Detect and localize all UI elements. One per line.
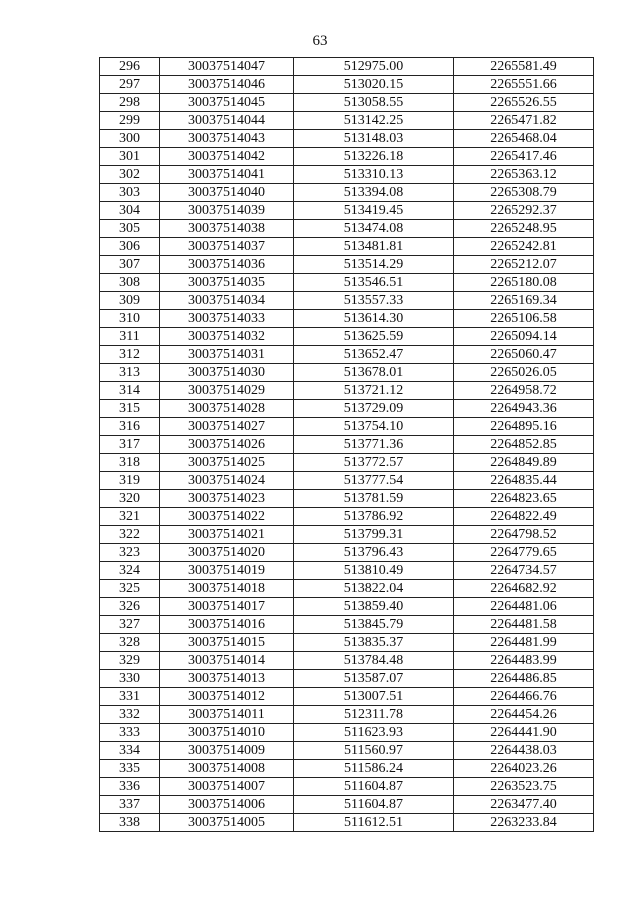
point-number-cell: 328: [100, 634, 160, 652]
x-coordinate-cell: 513020.15: [294, 76, 454, 94]
point-id-cell: 30037514028: [160, 400, 294, 418]
point-id-cell: 30037514008: [160, 760, 294, 778]
x-coordinate-cell: 513419.45: [294, 202, 454, 220]
page-number: 63: [312, 33, 328, 49]
x-coordinate-cell: 513148.03: [294, 130, 454, 148]
point-number-cell: 323: [100, 544, 160, 562]
y-coordinate-cell: 2264481.06: [454, 598, 594, 616]
point-id-cell: 30037514042: [160, 148, 294, 166]
table-row: [100, 454, 594, 472]
table-row: [100, 310, 594, 328]
x-coordinate-cell: 513721.12: [294, 382, 454, 400]
x-coordinate-cell: 513557.33: [294, 292, 454, 310]
y-coordinate-cell: 2264682.92: [454, 580, 594, 598]
point-number-cell: 303: [100, 184, 160, 202]
point-number-cell: 305: [100, 220, 160, 238]
y-coordinate-cell: 2265292.37: [454, 202, 594, 220]
point-number-cell: 301: [100, 148, 160, 166]
point-id-cell: 30037514006: [160, 796, 294, 814]
table-row: [100, 76, 594, 94]
point-number-cell: 332: [100, 706, 160, 724]
table-row: [100, 418, 594, 436]
table-row: [100, 436, 594, 454]
y-coordinate-cell: 2264466.76: [454, 688, 594, 706]
point-id-cell: 30037514032: [160, 328, 294, 346]
x-coordinate-cell: 513142.25: [294, 112, 454, 130]
table-row: [100, 526, 594, 544]
x-coordinate-cell: 513394.08: [294, 184, 454, 202]
y-coordinate-cell: 2264454.26: [454, 706, 594, 724]
x-coordinate-cell: 513587.07: [294, 670, 454, 688]
point-id-cell: 30037514039: [160, 202, 294, 220]
table-row: [100, 274, 594, 292]
coordinates-table: [99, 57, 594, 832]
point-number-cell: 312: [100, 346, 160, 364]
y-coordinate-cell: 2264779.65: [454, 544, 594, 562]
point-id-cell: 30037514038: [160, 220, 294, 238]
point-number-cell: 320: [100, 490, 160, 508]
x-coordinate-cell: 513754.10: [294, 418, 454, 436]
table-row: [100, 166, 594, 184]
point-number-cell: 298: [100, 94, 160, 112]
x-coordinate-cell: 513835.37: [294, 634, 454, 652]
point-number-cell: 334: [100, 742, 160, 760]
table-row: [100, 580, 594, 598]
x-coordinate-cell: 513796.43: [294, 544, 454, 562]
point-number-cell: 306: [100, 238, 160, 256]
y-coordinate-cell: 2263233.84: [454, 814, 594, 832]
x-coordinate-cell: 513772.57: [294, 454, 454, 472]
x-coordinate-cell: 513007.51: [294, 688, 454, 706]
y-coordinate-cell: 2264895.16: [454, 418, 594, 436]
point-id-cell: 30037514047: [160, 58, 294, 76]
x-coordinate-cell: 513784.48: [294, 652, 454, 670]
point-id-cell: 30037514023: [160, 490, 294, 508]
y-coordinate-cell: 2265581.49: [454, 58, 594, 76]
point-id-cell: 30037514010: [160, 724, 294, 742]
y-coordinate-cell: 2265308.79: [454, 184, 594, 202]
point-id-cell: 30037514021: [160, 526, 294, 544]
table-row: [100, 652, 594, 670]
table-row: [100, 400, 594, 418]
point-number-cell: 338: [100, 814, 160, 832]
table-row: [100, 760, 594, 778]
x-coordinate-cell: 513625.59: [294, 328, 454, 346]
table-row: [100, 544, 594, 562]
point-id-cell: 30037514013: [160, 670, 294, 688]
y-coordinate-cell: 2264849.89: [454, 454, 594, 472]
x-coordinate-cell: 513786.92: [294, 508, 454, 526]
x-coordinate-cell: 513058.55: [294, 94, 454, 112]
y-coordinate-cell: 2265417.46: [454, 148, 594, 166]
y-coordinate-cell: 2264023.26: [454, 760, 594, 778]
table-row: [100, 796, 594, 814]
x-coordinate-cell: 513678.01: [294, 364, 454, 382]
y-coordinate-cell: 2265169.34: [454, 292, 594, 310]
table-row: [100, 148, 594, 166]
point-number-cell: 296: [100, 58, 160, 76]
coordinates-table-body: [100, 58, 594, 832]
table-row: [100, 598, 594, 616]
y-coordinate-cell: 2265180.08: [454, 274, 594, 292]
point-number-cell: 315: [100, 400, 160, 418]
point-id-cell: 30037514036: [160, 256, 294, 274]
y-coordinate-cell: 2264486.85: [454, 670, 594, 688]
table-row: [100, 634, 594, 652]
point-id-cell: 30037514022: [160, 508, 294, 526]
y-coordinate-cell: 2264822.49: [454, 508, 594, 526]
point-id-cell: 30037514037: [160, 238, 294, 256]
table-row: [100, 814, 594, 832]
point-id-cell: 30037514016: [160, 616, 294, 634]
point-number-cell: 335: [100, 760, 160, 778]
x-coordinate-cell: 513310.13: [294, 166, 454, 184]
y-coordinate-cell: 2265551.66: [454, 76, 594, 94]
y-coordinate-cell: 2264823.65: [454, 490, 594, 508]
y-coordinate-cell: 2264441.90: [454, 724, 594, 742]
y-coordinate-cell: 2264438.03: [454, 742, 594, 760]
y-coordinate-cell: 2263477.40: [454, 796, 594, 814]
point-number-cell: 327: [100, 616, 160, 634]
x-coordinate-cell: 513474.08: [294, 220, 454, 238]
point-number-cell: 321: [100, 508, 160, 526]
x-coordinate-cell: 513859.40: [294, 598, 454, 616]
point-id-cell: 30037514020: [160, 544, 294, 562]
point-id-cell: 30037514017: [160, 598, 294, 616]
point-number-cell: 326: [100, 598, 160, 616]
y-coordinate-cell: 2265026.05: [454, 364, 594, 382]
x-coordinate-cell: 513226.18: [294, 148, 454, 166]
x-coordinate-cell: 513652.47: [294, 346, 454, 364]
point-id-cell: 30037514019: [160, 562, 294, 580]
y-coordinate-cell: 2265106.58: [454, 310, 594, 328]
table-row: [100, 130, 594, 148]
point-number-cell: 299: [100, 112, 160, 130]
y-coordinate-cell: 2265526.55: [454, 94, 594, 112]
point-id-cell: 30037514046: [160, 76, 294, 94]
point-number-cell: 302: [100, 166, 160, 184]
y-coordinate-cell: 2264835.44: [454, 472, 594, 490]
point-id-cell: 30037514024: [160, 472, 294, 490]
x-coordinate-cell: 513781.59: [294, 490, 454, 508]
y-coordinate-cell: 2264958.72: [454, 382, 594, 400]
y-coordinate-cell: 2264481.99: [454, 634, 594, 652]
point-number-cell: 313: [100, 364, 160, 382]
table-row: [100, 94, 594, 112]
point-number-cell: 324: [100, 562, 160, 580]
x-coordinate-cell: 511623.93: [294, 724, 454, 742]
table-row: [100, 778, 594, 796]
table-row: [100, 724, 594, 742]
x-coordinate-cell: 513845.79: [294, 616, 454, 634]
point-number-cell: 311: [100, 328, 160, 346]
y-coordinate-cell: 2265363.12: [454, 166, 594, 184]
table-row: [100, 58, 594, 76]
table-row: [100, 220, 594, 238]
x-coordinate-cell: 512975.00: [294, 58, 454, 76]
point-number-cell: 317: [100, 436, 160, 454]
point-id-cell: 30037514033: [160, 310, 294, 328]
point-id-cell: 30037514040: [160, 184, 294, 202]
table-row: [100, 202, 594, 220]
point-number-cell: 314: [100, 382, 160, 400]
point-number-cell: 319: [100, 472, 160, 490]
point-id-cell: 30037514030: [160, 364, 294, 382]
point-number-cell: 310: [100, 310, 160, 328]
y-coordinate-cell: 2264481.58: [454, 616, 594, 634]
x-coordinate-cell: 513771.36: [294, 436, 454, 454]
y-coordinate-cell: 2263523.75: [454, 778, 594, 796]
point-number-cell: 304: [100, 202, 160, 220]
point-id-cell: 30037514029: [160, 382, 294, 400]
table-row: [100, 184, 594, 202]
x-coordinate-cell: 511604.87: [294, 796, 454, 814]
x-coordinate-cell: 512311.78: [294, 706, 454, 724]
x-coordinate-cell: 513614.30: [294, 310, 454, 328]
table-row: [100, 112, 594, 130]
y-coordinate-cell: 2264943.36: [454, 400, 594, 418]
table-row: [100, 490, 594, 508]
y-coordinate-cell: 2264483.99: [454, 652, 594, 670]
x-coordinate-cell: 513546.51: [294, 274, 454, 292]
point-id-cell: 30037514034: [160, 292, 294, 310]
y-coordinate-cell: 2265094.14: [454, 328, 594, 346]
point-number-cell: 330: [100, 670, 160, 688]
point-number-cell: 308: [100, 274, 160, 292]
x-coordinate-cell: 511612.51: [294, 814, 454, 832]
point-id-cell: 30037514007: [160, 778, 294, 796]
point-id-cell: 30037514026: [160, 436, 294, 454]
x-coordinate-cell: 513810.49: [294, 562, 454, 580]
point-id-cell: 30037514025: [160, 454, 294, 472]
table-row: [100, 670, 594, 688]
y-coordinate-cell: 2265248.95: [454, 220, 594, 238]
table-row: [100, 508, 594, 526]
table-row: [100, 562, 594, 580]
point-id-cell: 30037514005: [160, 814, 294, 832]
point-id-cell: 30037514043: [160, 130, 294, 148]
x-coordinate-cell: 513514.29: [294, 256, 454, 274]
table-row: [100, 256, 594, 274]
x-coordinate-cell: 513481.81: [294, 238, 454, 256]
point-id-cell: 30037514015: [160, 634, 294, 652]
x-coordinate-cell: 513822.04: [294, 580, 454, 598]
point-id-cell: 30037514027: [160, 418, 294, 436]
table-row: [100, 364, 594, 382]
point-id-cell: 30037514035: [160, 274, 294, 292]
x-coordinate-cell: 513799.31: [294, 526, 454, 544]
point-number-cell: 300: [100, 130, 160, 148]
y-coordinate-cell: 2265060.47: [454, 346, 594, 364]
table-row: [100, 742, 594, 760]
table-row: [100, 382, 594, 400]
y-coordinate-cell: 2265471.82: [454, 112, 594, 130]
y-coordinate-cell: 2265242.81: [454, 238, 594, 256]
point-number-cell: 336: [100, 778, 160, 796]
x-coordinate-cell: 511560.97: [294, 742, 454, 760]
point-id-cell: 30037514031: [160, 346, 294, 364]
point-id-cell: 30037514014: [160, 652, 294, 670]
x-coordinate-cell: 513729.09: [294, 400, 454, 418]
point-number-cell: 307: [100, 256, 160, 274]
point-id-cell: 30037514011: [160, 706, 294, 724]
y-coordinate-cell: 2265212.07: [454, 256, 594, 274]
point-id-cell: 30037514041: [160, 166, 294, 184]
point-number-cell: 297: [100, 76, 160, 94]
point-id-cell: 30037514012: [160, 688, 294, 706]
x-coordinate-cell: 511586.24: [294, 760, 454, 778]
point-id-cell: 30037514009: [160, 742, 294, 760]
point-number-cell: 337: [100, 796, 160, 814]
point-id-cell: 30037514044: [160, 112, 294, 130]
point-number-cell: 316: [100, 418, 160, 436]
x-coordinate-cell: 511604.87: [294, 778, 454, 796]
point-number-cell: 333: [100, 724, 160, 742]
x-coordinate-cell: 513777.54: [294, 472, 454, 490]
point-number-cell: 325: [100, 580, 160, 598]
y-coordinate-cell: 2265468.04: [454, 130, 594, 148]
point-id-cell: 30037514045: [160, 94, 294, 112]
y-coordinate-cell: 2264734.57: [454, 562, 594, 580]
table-row: [100, 238, 594, 256]
y-coordinate-cell: 2264798.52: [454, 526, 594, 544]
point-number-cell: 331: [100, 688, 160, 706]
table-row: [100, 706, 594, 724]
y-coordinate-cell: 2264852.85: [454, 436, 594, 454]
table-row: [100, 292, 594, 310]
table-row: [100, 328, 594, 346]
table-row: [100, 616, 594, 634]
point-number-cell: 309: [100, 292, 160, 310]
point-id-cell: 30037514018: [160, 580, 294, 598]
table-row: [100, 472, 594, 490]
point-number-cell: 318: [100, 454, 160, 472]
point-number-cell: 322: [100, 526, 160, 544]
point-number-cell: 329: [100, 652, 160, 670]
table-row: [100, 688, 594, 706]
table-row: [100, 346, 594, 364]
